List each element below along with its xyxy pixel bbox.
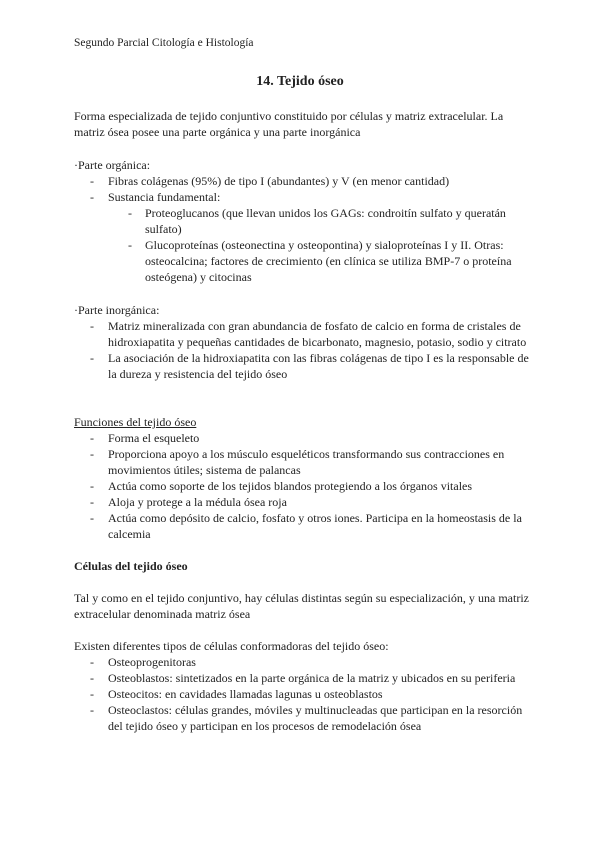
list-item: - Actúa como depósito de calcio, fosfato y otros iones. Participa en la homeostasis de la calcemia	[74, 510, 529, 542]
list-item: - Fibras colágenas (95%) de tipo I (abundantes) y V (en menor cantidad)	[74, 173, 529, 189]
intro-paragraph: Forma especializada de tejido conjuntivo constituido por células y matriz extracelular. La matriz ósea posee una parte orgánica y una parte inorgánica	[74, 109, 504, 139]
inorganic-list	[74, 318, 529, 382]
list-item: - Aloja y protege a la médula ósea roja	[74, 494, 529, 510]
cell-types-list	[74, 654, 529, 734]
list-item: - Osteoblastos: sintetizados en la parte orgánica de la matriz y ubicados en su periferia	[74, 670, 529, 686]
list-item: - Proporciona apoyo a los músculo esqueléticos transformando sus contracciones en movimientos útiles; sistema de palancas	[74, 446, 529, 478]
list-item: - Sustancia fundamental: - Proteoglucanos (que llevan unidos los GAGs: condroitín sulfato y queratán sulfato) - Glucoproteínas (osteonectina y osteopontina) y sialoproteínas I y II. Otras: osteocalcina; factores de crecimiento (en clínica se utiliza BMP-7 o proteína osteógena) y citocinas	[74, 189, 529, 285]
cell-types-intro: Existen diferentes tipos de células conformadoras del tejido óseo:	[74, 639, 389, 653]
list-item: - Osteoprogenitoras	[74, 654, 529, 670]
list-item: - Osteocitos: en cavidades llamadas lagunas u osteoblastos	[74, 686, 529, 702]
organic-list	[74, 173, 529, 285]
organic-heading: ·Parte orgánica:	[74, 158, 151, 172]
page-title: 14. Tejido óseo	[256, 74, 344, 89]
functions-heading: Funciones del tejido óseo	[74, 415, 197, 429]
page-header: Segundo Parcial Citología e Histología	[74, 37, 254, 49]
list-item: - Osteoclastos: células grandes, móviles y multinucleadas que participan en la resorción del tejido óseo y participan en los procesos de remodelación ósea	[74, 702, 529, 734]
list-item: - La asociación de la hidroxiapatita con las fibras colágenas de tipo I es la responsable de la dureza y resistencia del tejido óseo	[74, 350, 529, 382]
inorganic-heading: ·Parte inorgánica:	[74, 303, 160, 317]
list-item: - Actúa como soporte de los tejidos blandos protegiendo a los órganos vitales	[74, 478, 529, 494]
substance-sublist	[108, 205, 529, 285]
list-item: - Forma el esqueleto	[74, 430, 529, 446]
list-item: - Matriz mineralizada con gran abundancia de fosfato de calcio en forma de cristales de hidroxiapatita y pequeñas cantidades de bicarbonato, magnesio, potasio, sodio y citrato	[74, 318, 529, 350]
cells-heading: Células del tejido óseo	[74, 559, 188, 573]
list-item: - Glucoproteínas (osteonectina y osteopontina) y sialoproteínas I y II. Otras: osteocalcina; factores de crecimiento (en clínica se utiliza BMP-7 o proteína osteógena) y citocinas	[108, 237, 529, 285]
functions-list	[74, 430, 529, 542]
cells-intro-paragraph: Tal y como en el tejido conjuntivo, hay células distintas según su especialización, y una matriz extracelular denominada matriz ósea	[74, 591, 529, 621]
list-item: - Proteoglucanos (que llevan unidos los GAGs: condroitín sulfato y queratán sulfato)	[108, 205, 529, 237]
